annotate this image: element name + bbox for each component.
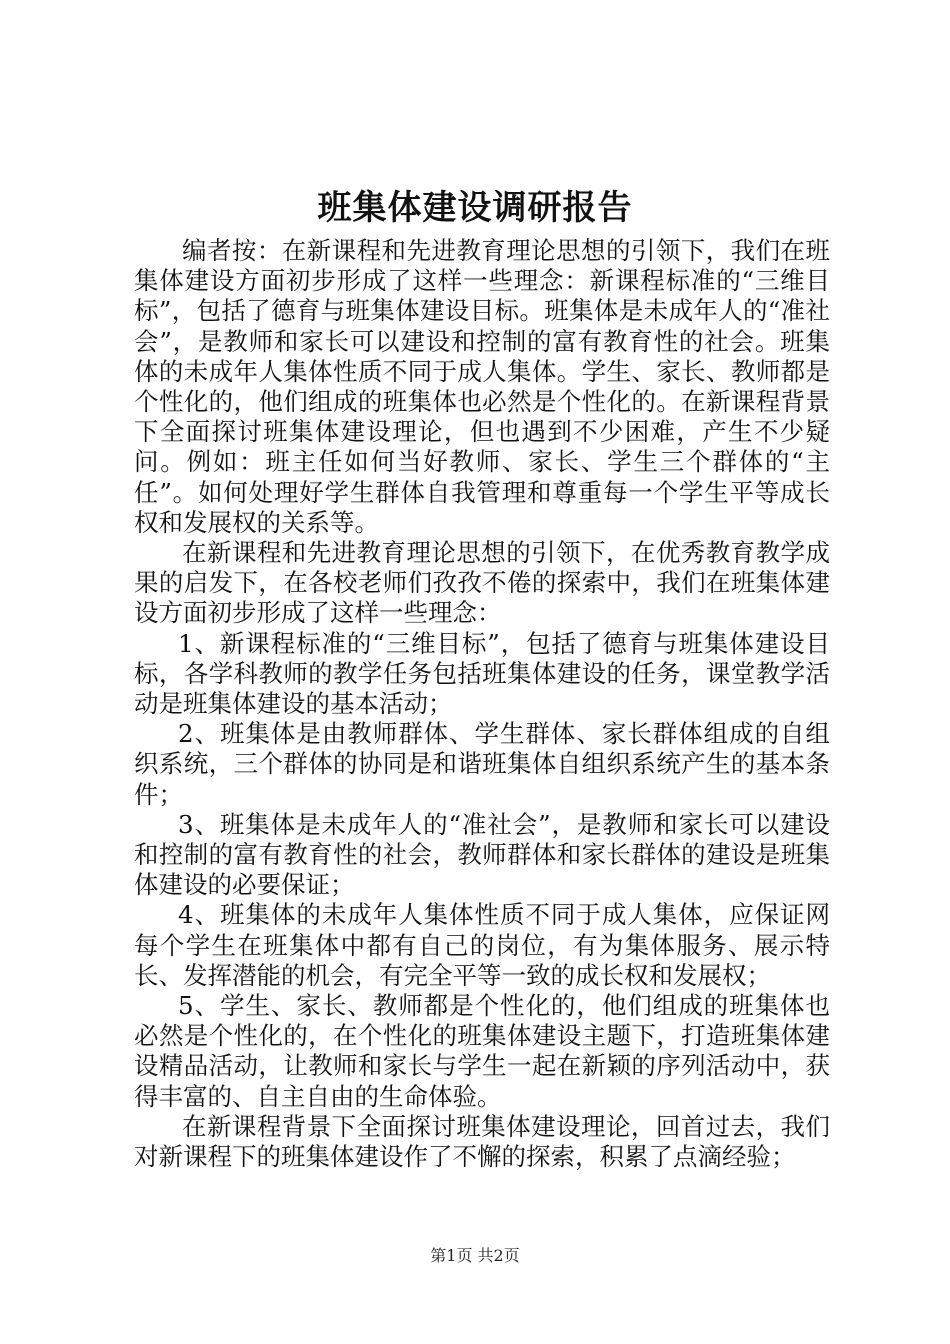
paragraph-closing: 在新课程背景下全面探讨班集体建设理论，回首过去，我们对新课程下的班集体建设作了不懈的探索，积累了点滴经验； — [134, 1111, 830, 1172]
paragraph-item-3: 3、班集体是未成年人的“准社会”，是教师和家长可以建设和控制的富有教育性的社会，教师群体和家长群体的建设是班集体建设的必要保证； — [134, 809, 830, 900]
paragraph-intro: 在新课程和先进教育理论思想的引领下，在优秀教育教学成果的启发下，在各校老师们孜孜不倦的探索中，我们在班集体建设方面初步形成了这样一些理念： — [134, 538, 830, 628]
paragraph-item-5: 5、学生、家长、教师都是个性化的，他们组成的班集体也必然是个性化的，在个性化的班集体建设主题下，打造班集体建设精品活动，让教师和家长与学生一起在新颖的序列活动中，获得丰富的、自主自由的生命体验。 — [134, 991, 830, 1111]
page-number-footer: 第1页 共2页 — [430, 1246, 520, 1265]
paragraph-item-4: 4、班集体的未成年人集体性质不同于成人集体，应保证网每个学生在班集体中都有自己的岗位，有为集体服务、展示特长、发挥潜能的机会，有完全平等一致的成长权和发展权； — [134, 900, 830, 990]
document-body — [134, 236, 830, 1172]
paragraph-editor-note: 编者按：在新课程和先进教育理论思想的引领下，我们在班集体建设方面初步形成了这样一些理念：新课程标准的“三维目标”，包括了德育与班集体建设目标。班集体是未成年人的“准社会”，是教师和家长可以建设和控制的富有教育性的社会。班集体的未成年人集体性质不同于成人集体。学生、家长、教师都是个性化的，他们组成的班集体也必然是个性化的。在新课程背景下全面探讨班集体建设理论，但也遇到不少困难，产生不少疑问。例如：班主任如何当好教师、家长、学生三个群体的“主任”。如何处理好学生群体自我管理和尊重每一个学生平等成长权和发展权的关系等。 — [134, 236, 830, 537]
paragraph-item-1: 1、新课程标准的“三维目标”，包括了德育与班集体建设目标，各学科教师的教学任务包括班集体建设的任务，课堂教学活动是班集体建设的基本活动； — [134, 628, 830, 719]
paragraph-item-2: 2、班集体是由教师群体、学生群体、家长群体组成的自组织系统，三个群体的协同是和谐班集体自组织系统产生的基本条件； — [134, 719, 830, 809]
document-title: 班集体建设调研报告 — [317, 188, 633, 228]
